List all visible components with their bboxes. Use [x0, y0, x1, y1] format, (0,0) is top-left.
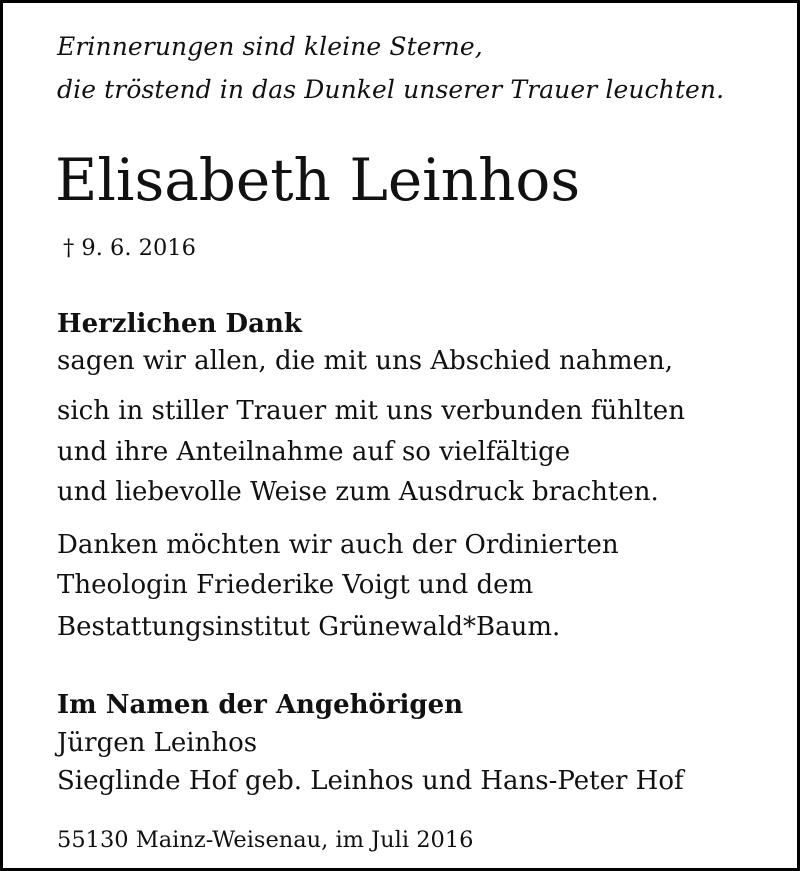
motto-line: Erinnerungen sind kleine Sterne,	[57, 32, 483, 61]
thanks-line: sich in stiller Trauer mit uns verbunden fühlten	[57, 396, 685, 426]
special-thanks-line: Bestattungsinstitut Grünewald*Baum.	[57, 612, 561, 642]
special-thanks-line: Theologin Friederike Voigt und dem	[57, 570, 534, 600]
signature-heading: Im Namen der Angehörigen	[57, 690, 464, 720]
signatory: Jürgen Leinhos	[57, 728, 258, 758]
signatory: Sieglinde Hof geb. Leinhos und Hans-Peter Hof	[57, 766, 684, 796]
thanks-line: und liebevolle Weise zum Ausdruck brachten.	[57, 477, 659, 507]
thanks-line: und ihre Anteilnahme auf so vielfältige	[57, 437, 571, 467]
death-date: † 9. 6. 2016	[63, 235, 196, 261]
thanks-line: sagen wir allen, die mit uns Abschied nahmen,	[57, 346, 674, 376]
place-date: 55130 Mainz-Weisenau, im Juli 2016	[57, 827, 474, 853]
thanks-heading: Herzlichen Dank	[57, 309, 302, 339]
special-thanks-line: Danken möchten wir auch der Ordinierten	[57, 530, 619, 560]
deceased-name: Elisabeth Leinhos	[55, 146, 581, 214]
motto-line: die tröstend in das Dunkel unserer Trauer leuchten.	[57, 75, 725, 104]
